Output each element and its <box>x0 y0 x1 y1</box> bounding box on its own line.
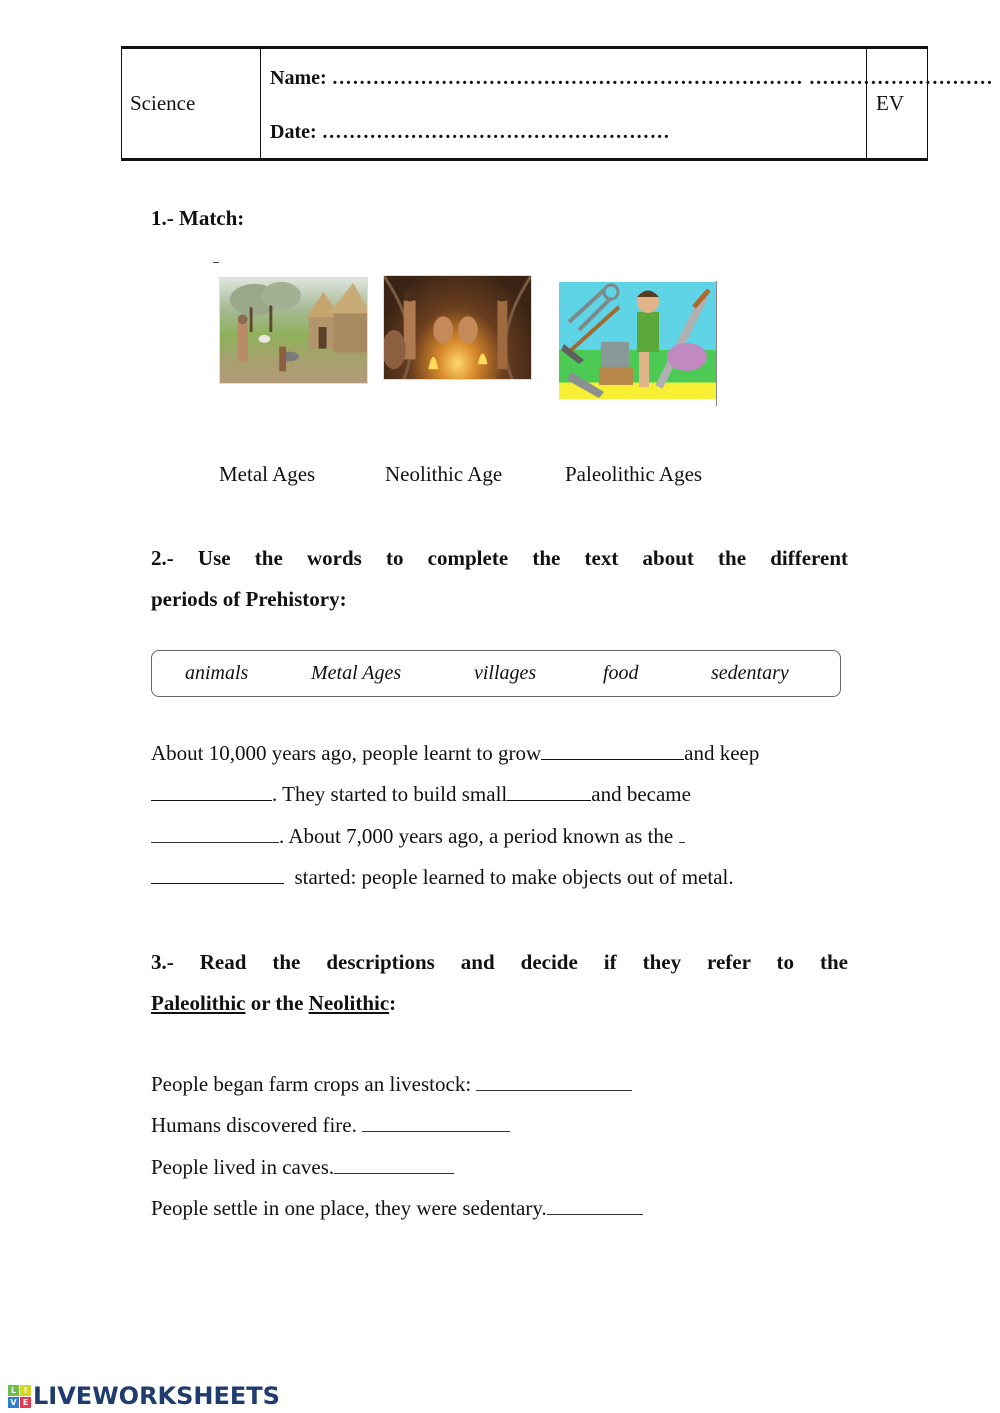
word-bank-item: sedentary <box>711 662 789 684</box>
logo-square: E <box>20 1397 31 1408</box>
question-2-title-line1: 2.- Use the words to complete the text about the different <box>151 546 848 570</box>
word-bank-item: Metal Ages <box>311 662 402 684</box>
description-item <box>151 1196 643 1221</box>
paragraph-text: and became <box>591 782 691 806</box>
question-3-title-line1: 3.- Read the descriptions and decide if they refer to the <box>151 950 848 974</box>
grade-label: EV <box>876 91 904 115</box>
description-text: People began farm crops an livestock: <box>151 1072 477 1096</box>
name-field[interactable] <box>270 67 993 90</box>
image-edge-line <box>716 281 717 406</box>
question-1-title: 1.- Match: <box>151 206 245 230</box>
paragraph-text: and keep <box>684 741 760 765</box>
answer-blank[interactable] <box>334 1156 454 1174</box>
paragraph-text: started: people learned to make objects out of metal. <box>294 865 734 889</box>
header-table <box>121 46 994 161</box>
description-item <box>151 1155 454 1180</box>
or-the-text: or the <box>245 991 309 1015</box>
subject-cell <box>122 49 261 158</box>
grade-cell <box>867 49 927 158</box>
logo-square: V <box>8 1397 19 1408</box>
paragraph-text: . They started to build small <box>272 782 508 806</box>
blank-food[interactable] <box>541 742 684 760</box>
paragraph-line <box>151 782 691 807</box>
description-text: People settle in one place, they were sedentary. <box>151 1196 547 1220</box>
paragraph-text: . About 7,000 years ago, a period known as the <box>279 824 674 848</box>
description-text: People lived in caves. <box>151 1155 335 1179</box>
blank-fragment <box>679 825 685 843</box>
question-2-title-line2: periods of Prehistory: <box>151 587 347 611</box>
liveworksheets-logo[interactable] <box>8 1382 280 1410</box>
neolithic-term: Neolithic <box>308 991 390 1015</box>
word-bank-item: villages <box>474 662 537 684</box>
neolithic-village-image[interactable] <box>219 277 368 384</box>
paragraph-line <box>151 865 734 890</box>
description-item <box>151 1072 632 1097</box>
word-bank <box>151 650 841 697</box>
answer-blank[interactable] <box>547 1197 643 1215</box>
blank-villages[interactable] <box>507 783 591 801</box>
date-label: Date: <box>270 121 317 143</box>
answer-blank[interactable] <box>362 1114 510 1132</box>
answer-blank[interactable] <box>476 1073 632 1091</box>
date-dots: …………………………………………… <box>321 121 671 143</box>
blank-metal-ages[interactable] <box>151 866 284 884</box>
name-label: Name: <box>270 67 327 89</box>
paragraph-line <box>151 824 685 849</box>
metal-ages-blacksmith-image[interactable] <box>559 282 717 399</box>
question-2-title <box>151 538 848 620</box>
logo-text: LIVEWORKSHEETS <box>33 1382 280 1410</box>
description-item <box>151 1113 510 1138</box>
paragraph-text: About 10,000 years ago, people learnt to grow <box>151 741 542 765</box>
blank-sedentary[interactable] <box>151 825 279 843</box>
logo-square: L <box>8 1385 19 1396</box>
decorative-dash <box>213 262 219 263</box>
name-dots: …………………………………………………………… ……………………… <box>331 67 994 89</box>
question-3-title <box>151 942 848 1024</box>
blank-animals[interactable] <box>151 783 272 801</box>
subject-label: Science <box>130 91 196 115</box>
colon-text: : <box>389 991 397 1015</box>
word-bank-item: animals <box>185 662 249 684</box>
paleolithic-term: Paleolithic <box>151 991 246 1015</box>
match-label-metal-ages[interactable]: Metal Ages <box>219 462 316 486</box>
logo-squares-icon <box>8 1385 31 1408</box>
match-label-neolithic-age[interactable]: Neolithic Age <box>385 462 503 486</box>
match-label-paleolithic-ages[interactable]: Paleolithic Ages <box>565 462 703 486</box>
paleolithic-cave-image[interactable] <box>383 275 532 380</box>
logo-square: I <box>20 1385 31 1396</box>
date-field[interactable] <box>270 121 670 144</box>
word-bank-item: food <box>603 662 639 684</box>
description-text: Humans discovered fire. <box>151 1113 363 1137</box>
paragraph-line <box>151 741 759 766</box>
